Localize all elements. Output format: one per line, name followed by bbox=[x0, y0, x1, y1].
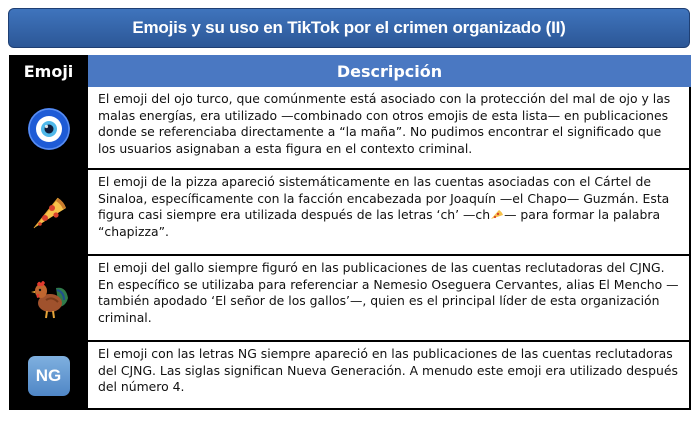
header-description: Descripción bbox=[88, 55, 691, 87]
ng-button-icon bbox=[28, 356, 70, 396]
page-title: Emojis y su uso en TikTok por el crimen organizado (II) bbox=[8, 8, 690, 48]
table-row bbox=[9, 170, 691, 256]
description-cell: El emoji del ojo turco, que comúnmente está asociado con la protección del mal de ojo y las malas energías, era utilizado —combinado con otros emojis de esta lista— en publicaciones donde se referenciaba directamente a “la maña”. No pudimos encontrar el significado que los usuarios asignaban a esta figura en el contexto criminal. bbox=[88, 87, 691, 170]
description-cell: El emoji del gallo siempre figuró en las publicaciones de las cuentas reclutadoras del CJNG. En específico se utilizaba para referenciar a Nemesio Oseguera Cervantes, alias El Mencho —también apodado ‘El señor de los gallos’—, quien es el principal líder de esta organización criminal. bbox=[88, 256, 691, 342]
description-text: — para formar la palabra “chapizza”. bbox=[98, 207, 661, 239]
ng-label: NG bbox=[35, 366, 62, 385]
table-row bbox=[9, 256, 691, 342]
pizza-icon bbox=[28, 192, 70, 234]
inline-pizza-icon bbox=[490, 209, 504, 220]
emoji-cell bbox=[9, 342, 88, 410]
rooster-icon bbox=[26, 276, 72, 322]
description-cell: El emoji con las letras NG siempre apareció en las publicaciones de las cuentas reclutadoras del CJNG. Las siglas significan Nueva Generación. A menudo este emoji era utilizado después del número 4. bbox=[88, 342, 691, 410]
table-row bbox=[9, 87, 691, 170]
header-emoji: Emoji bbox=[9, 55, 88, 87]
emoji-cell bbox=[9, 87, 88, 170]
emoji-cell bbox=[9, 170, 88, 256]
table-row bbox=[9, 342, 691, 410]
emoji-cell bbox=[9, 256, 88, 342]
description-text: El emoji de la pizza apareció sistemáticamente en las cuentas asociadas con el Cártel de Sinaloa, específicamente con la facción encabezada por Joaquín —el Chapo— Guzmán. Esta figura casi siempre era utilizada después de las letras ‘ch’ —ch bbox=[98, 174, 670, 223]
description-cell bbox=[88, 170, 691, 256]
nazar-evil-eye-icon bbox=[26, 106, 72, 152]
emoji-table bbox=[9, 55, 691, 412]
